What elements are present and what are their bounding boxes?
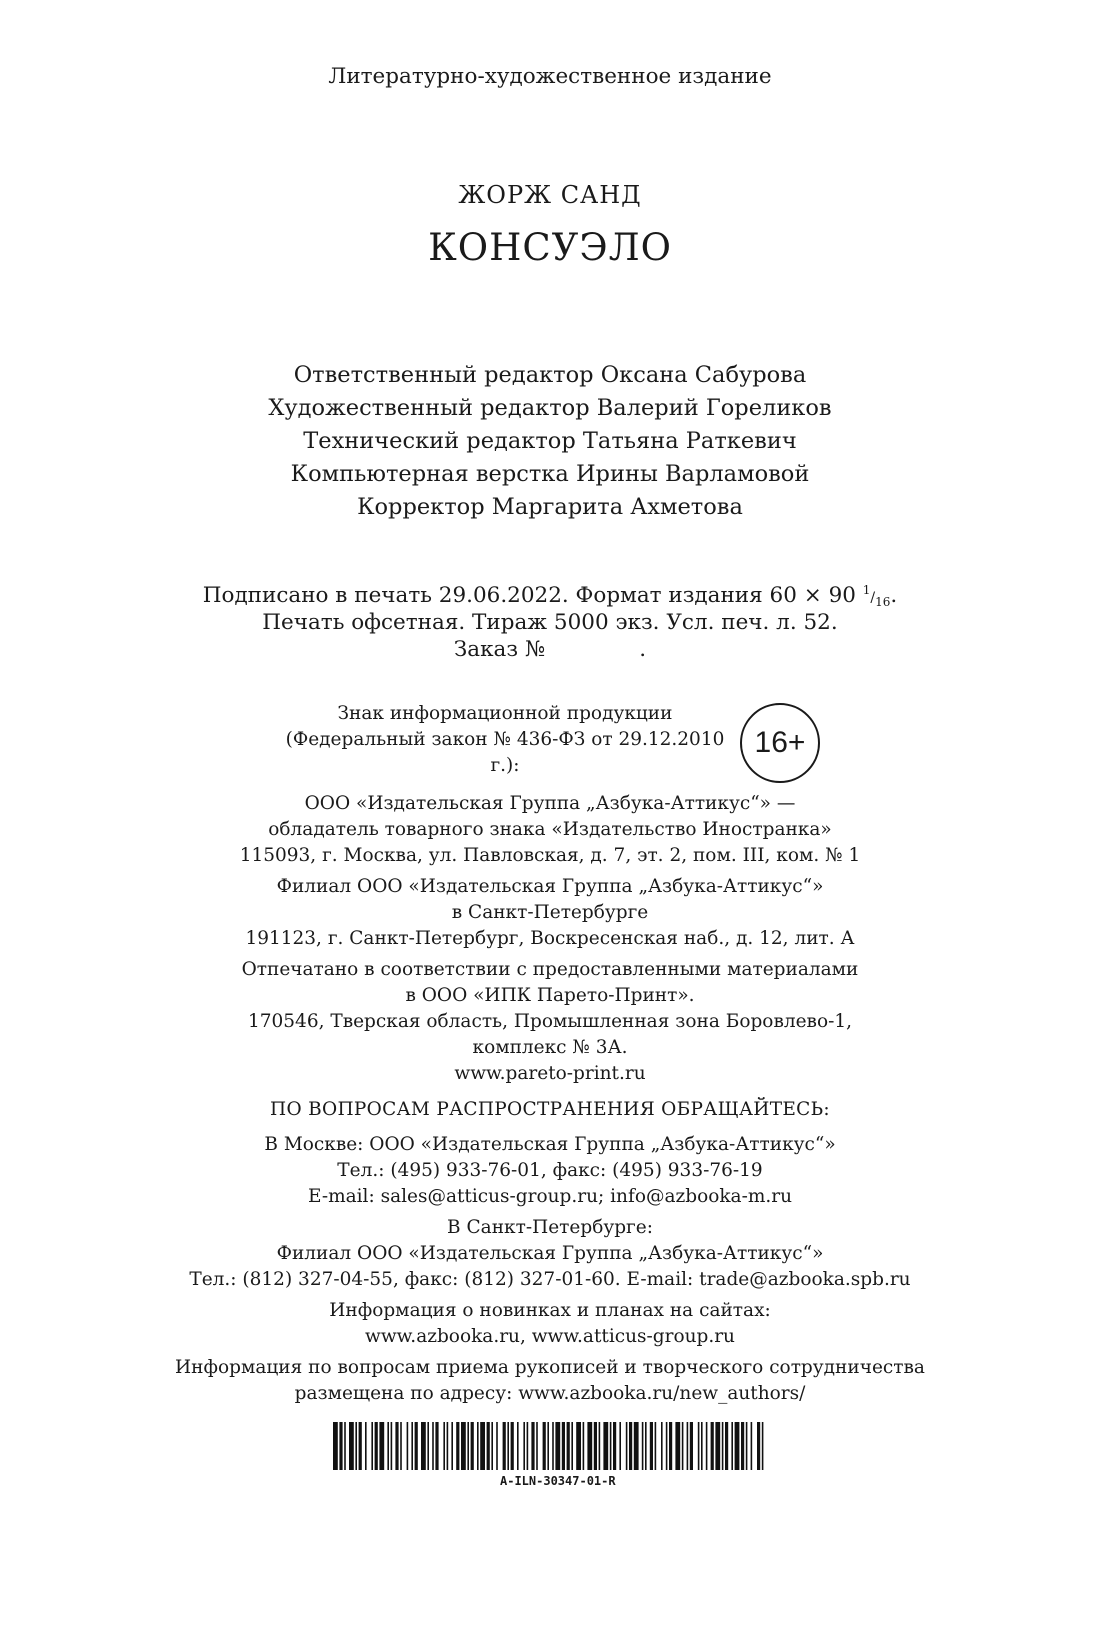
barcode-bar: [722, 1422, 724, 1470]
barcode-bar: [355, 1422, 357, 1470]
publisher-line: обладатель товарного знака «Издательство Иностранка»: [268, 819, 832, 840]
barcode-bar: [365, 1422, 367, 1470]
moscow-line: В Москве: ООО «Издательская Группа „Азбука-Аттикус“»: [264, 1134, 836, 1155]
barcode-bar: [661, 1422, 663, 1470]
barcode-bar: [395, 1422, 398, 1470]
barcode-bar: [682, 1422, 684, 1470]
barcode: [333, 1422, 765, 1470]
barcode-bar: [471, 1422, 474, 1470]
branch-address: 191123, г. Санкт-Петербург, Воскресенская наб., д. 12, лит. А: [245, 928, 855, 949]
barcode-bar: [751, 1422, 753, 1470]
barcode-bar: [511, 1422, 514, 1470]
info-sign-line: (Федеральный закон № 436-ФЗ от 29.12.2010 г.):: [285, 729, 725, 776]
printer-line: Отпечатано в соответствии с предоставленными материалами: [241, 959, 859, 980]
barcode-bar: [698, 1422, 700, 1470]
barcode-bar: [675, 1422, 680, 1470]
spb-line: В Санкт-Петербурге:: [447, 1217, 653, 1238]
moscow-email: E-mail: sales@atticus-group.ru; info@azbooka-m.ru: [307, 1186, 793, 1207]
barcode-bar: [379, 1422, 384, 1470]
printer-line: 170546, Тверская область, Промышленная зона Боровлево-1,: [247, 1011, 853, 1032]
barcode-bar: [746, 1422, 748, 1470]
barcode-bar: [642, 1422, 644, 1470]
order-label: Заказ №: [453, 637, 546, 662]
fraction-numerator: 1: [862, 583, 871, 597]
barcode-bar: [735, 1422, 740, 1470]
branch-line: Филиал ООО «Издательская Группа „Азбука-Аттикус“»: [276, 876, 824, 897]
barcode-bar: [523, 1422, 525, 1470]
barcode-bar: [480, 1422, 485, 1470]
print-info-text: Подписано в печать 29.06.2022. Формат издания 60 × 90: [202, 583, 863, 608]
news-line: Информация о новинках и планах на сайтах:: [329, 1300, 771, 1321]
barcode-bar: [587, 1422, 592, 1470]
barcode-bar: [610, 1422, 612, 1470]
barcode-bar: [456, 1422, 459, 1470]
barcode-bar: [344, 1422, 346, 1470]
order-line: [0, 637, 1100, 662]
book-author: ЖОРЖ САНД: [458, 181, 642, 209]
barcode-bar: [507, 1422, 509, 1470]
barcode-bar: [339, 1422, 342, 1470]
barcode-bar: [599, 1422, 601, 1470]
barcode-bar: [527, 1422, 529, 1470]
barcode-bar: [650, 1422, 653, 1470]
barcode-bar: [711, 1422, 714, 1470]
barcode-bar: [666, 1422, 668, 1470]
barcode-bar: [715, 1422, 720, 1470]
barcode-bar: [371, 1422, 373, 1470]
book-title: КОНСУЭЛО: [428, 226, 672, 269]
barcode-bar: [407, 1422, 409, 1470]
barcode-bar: [583, 1422, 585, 1470]
info-sign-line: Знак информационной продукции: [337, 703, 673, 724]
barcode-bar: [333, 1422, 338, 1470]
print-info-line: [0, 583, 1100, 609]
barcode-bar: [731, 1422, 733, 1470]
barcode-bar: [432, 1422, 434, 1470]
barcode-bar: [491, 1422, 493, 1470]
barcode-bar: [359, 1422, 362, 1470]
barcode-bar: [603, 1422, 608, 1470]
print-info-line: Печать офсетная. Тираж 5000 экз. Усл. печ. л. 52.: [262, 610, 838, 635]
printer-line: в ООО «ИПК Парето-Принт».: [405, 985, 695, 1006]
age-rating-badge: 16+: [740, 703, 820, 783]
barcode-bar: [757, 1422, 760, 1470]
barcode-bar: [435, 1422, 438, 1470]
barcode-bar: [467, 1422, 469, 1470]
fraction-suffix: .: [890, 583, 898, 608]
credit-line: Ответственный редактор Оксана Сабурова: [293, 362, 807, 388]
barcode-bar: [690, 1422, 693, 1470]
edition-type: Литературно-художественное издание: [328, 64, 772, 89]
barcode-bar: [555, 1422, 560, 1470]
barcode-bar: [687, 1422, 689, 1470]
barcode-bar: [552, 1422, 554, 1470]
barcode-bar: [400, 1422, 402, 1470]
barcode-bar: [571, 1422, 573, 1470]
barcode-bar: [375, 1422, 378, 1470]
barcode-bar: [762, 1422, 764, 1470]
barcode-bar: [576, 1422, 581, 1470]
publisher-address: 115093, г. Москва, ул. Павловская, д. 7, эт. 2, пом. III, ком. № 1: [239, 845, 861, 866]
barcode-bar: [629, 1422, 632, 1470]
barcode-bar: [547, 1422, 549, 1470]
credit-line: Художественный редактор Валерий Гореликов: [268, 395, 832, 421]
printer-line: комплекс № 3А.: [472, 1037, 628, 1058]
moscow-phone: Тел.: (495) 933-76-01, факс: (495) 933-76-19: [337, 1160, 763, 1181]
credit-line: Корректор Маргарита Ахметова: [357, 494, 743, 520]
barcode-bar: [655, 1422, 657, 1470]
barcode-bar: [645, 1422, 647, 1470]
fraction-denominator: 16: [875, 595, 891, 609]
barcode-bar: [741, 1422, 744, 1470]
barcode-bar: [517, 1422, 519, 1470]
barcode-bar: [421, 1422, 426, 1470]
barcode-bar: [725, 1422, 728, 1470]
barcode-bar: [613, 1422, 616, 1470]
credit-line: Компьютерная верстка Ирины Варламовой: [290, 461, 810, 487]
distribution-heading: ПО ВОПРОСАМ РАСПРОСТРАНЕНИЯ ОБРАЩАЙТЕСЬ:: [270, 1099, 830, 1120]
barcode-bar: [701, 1422, 703, 1470]
barcode-bar: [503, 1422, 506, 1470]
barcode-bar: [391, 1422, 393, 1470]
barcode-bar: [477, 1422, 479, 1470]
barcode-bar: [443, 1422, 445, 1470]
barcode-bar: [626, 1422, 628, 1470]
barcode-bar: [531, 1422, 534, 1470]
barcode-bar: [669, 1422, 672, 1470]
barcode-bar: [387, 1422, 389, 1470]
barcode-bar: [447, 1422, 449, 1470]
news-websites: www.azbooka.ru, www.atticus-group.ru: [365, 1326, 735, 1347]
barcode-bar: [594, 1422, 597, 1470]
barcode-bar: [487, 1422, 490, 1470]
barcode-bar: [451, 1422, 453, 1470]
barcode-bar: [543, 1422, 546, 1470]
branch-line: в Санкт-Петербурге: [451, 902, 649, 923]
barcode-bar: [634, 1422, 639, 1470]
barcode-bar: [461, 1422, 466, 1470]
format-fraction: $^1/_{16}$: [862, 583, 891, 609]
barcode-bar: [567, 1422, 570, 1470]
printer-website: www.pareto-print.ru: [454, 1063, 646, 1084]
barcode-bar: [619, 1422, 621, 1470]
barcode-bar: [496, 1422, 498, 1470]
publisher-line: ООО «Издательская Группа „Азбука-Аттикус“» —: [304, 793, 796, 814]
spb-contacts: Тел.: (812) 327-04-55, факс: (812) 327-01-60. E-mail: trade@azbooka.spb.ru: [189, 1269, 911, 1290]
barcode-bar: [415, 1422, 418, 1470]
order-suffix: .: [639, 637, 647, 662]
manuscripts-line: Информация по вопросам приема рукописей и творческого сотрудничества: [175, 1357, 925, 1378]
barcode-bar: [411, 1422, 413, 1470]
credit-line: Технический редактор Татьяна Раткевич: [303, 428, 797, 454]
info-sign-text: [270, 701, 740, 779]
barcode-bar: [706, 1422, 708, 1470]
barcode-bar: [427, 1422, 429, 1470]
barcode-bar: [349, 1422, 354, 1470]
manuscripts-line: размещена по адресу: www.azbooka.ru/new_authors/: [294, 1383, 806, 1404]
barcode-label: A-ILN-30347-01-R: [500, 1474, 616, 1488]
barcode-bar: [536, 1422, 538, 1470]
barcode-bar: [562, 1422, 565, 1470]
spb-line: Филиал ООО «Издательская Группа „Азбука-Аттикус“»: [276, 1243, 824, 1264]
